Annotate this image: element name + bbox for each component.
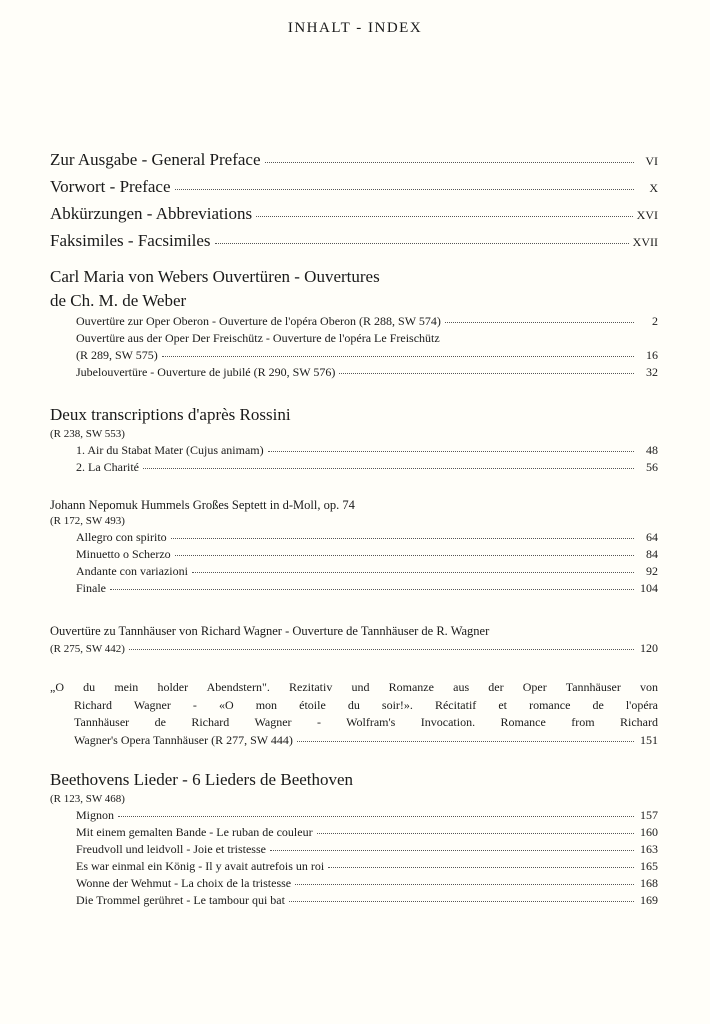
leader-dots (143, 458, 634, 469)
toc-entry: Wagner's Opera Tannhäuser (R 277, SW 444) 151 (74, 732, 658, 750)
section-rossini (50, 403, 658, 476)
section-beethoven (50, 768, 658, 909)
page-number: 48 (646, 443, 658, 457)
entry-line: Tannhäuser de Richard Wagner - Wolfram's Invocation. Romance from Richard (74, 715, 658, 729)
leader-dots (339, 363, 634, 374)
toc-entry-line: Ouvertüre aus der Oper Der Freischütz - Ouverture de l'opéra Le Freischütz (76, 331, 440, 345)
page-number: 32 (646, 365, 658, 379)
leader-dots (317, 823, 634, 834)
toc-entry: (R 289, SW 575) 16 (76, 348, 658, 362)
page-number: 163 (640, 842, 658, 856)
toc-entry: Es war einmal ein König - Il y avait autrefois un roi 165 (76, 859, 658, 873)
leader-dots (215, 229, 629, 244)
section-heading-cont: de Ch. M. de Weber (50, 291, 187, 310)
toc-entry: Minuetto o Scherzo 84 (76, 547, 658, 561)
section-weber (50, 265, 658, 381)
leader-dots (171, 528, 634, 539)
leader-dots (175, 545, 634, 556)
leader-dots (175, 175, 634, 190)
toc-entry: 2. La Charité 56 (76, 460, 658, 474)
page-number: X (649, 181, 658, 195)
section-hummel (50, 497, 658, 597)
toc-entry: Andante con variazioni 92 (76, 564, 658, 578)
page-number: 16 (646, 348, 658, 362)
page-number: 157 (640, 808, 658, 822)
page-number: 169 (640, 893, 658, 907)
leader-dots (256, 202, 633, 217)
leader-dots (265, 148, 634, 163)
toc-entry: (R 275, SW 442) 120 (50, 641, 658, 655)
leader-dots (192, 562, 634, 573)
leader-dots (129, 639, 634, 650)
page-number: 165 (640, 859, 658, 873)
toc-entry: Freudvoll und leidvoll - Joie et tristesse 163 (76, 842, 658, 856)
toc-entry: Jubelouvertüre - Ouverture de jubilé (R 290, SW 576) 32 (76, 365, 658, 379)
page-number: 56 (646, 460, 658, 474)
page-number: 2 (652, 314, 658, 328)
entry-line: „O du mein holder Abendstern". Rezitativ und Romanze aus der Oper Tannhäuser von (50, 680, 658, 694)
page-title: INHALT - INDEX (287, 20, 423, 36)
leader-dots (270, 840, 634, 851)
toc-entry: Vorwort - Preface X (50, 174, 658, 201)
section-heading: Deux transcriptions d'après Rossini (50, 405, 291, 424)
section-heading: Carl Maria von Webers Ouvertüren - Ouvertures (50, 267, 380, 286)
entry-line: Richard Wagner - «O mon étoile du soir!». Récitatif et romance de l'opéra (74, 697, 658, 712)
toc-entry: Mignon 157 (76, 808, 658, 822)
page-number: XVI (636, 208, 658, 222)
section-tannhauser (50, 623, 658, 657)
page-number: VI (645, 154, 658, 168)
toc-entry: Mit einem gemalten Bande - Le ruban de couleur 160 (76, 825, 658, 839)
page-number: 84 (646, 547, 658, 561)
section-heading: Ouvertüre zu Tannhäuser von Richard Wagner - Ouverture de Tannhäuser de R. Wagner (50, 624, 490, 638)
front-matter-list (50, 147, 658, 255)
leader-dots (268, 441, 634, 452)
leader-dots (295, 874, 634, 885)
page-number: 160 (640, 825, 658, 839)
leader-dots (297, 731, 634, 742)
section-abendstern (50, 679, 658, 749)
catalog-ref: (R 238, SW 553) (50, 428, 125, 440)
catalog-ref: (R 123, SW 468) (50, 793, 125, 805)
page-number: 168 (640, 876, 658, 890)
toc-entry: Ouvertüre zur Oper Oberon - Ouverture de l'opéra Oberon (R 288, SW 574) 2 (76, 314, 658, 328)
toc-entry: Allegro con spirito 64 (76, 530, 658, 544)
page-number: XVII (632, 235, 658, 249)
toc-entry: Zur Ausgabe - General Preface VI (50, 147, 658, 174)
page-number: 104 (640, 581, 658, 595)
leader-dots (289, 891, 634, 902)
toc-entry: Finale 104 (76, 581, 658, 595)
leader-dots (445, 312, 634, 323)
page-number: 92 (646, 564, 658, 578)
toc-entry: Abkürzungen - Abbreviations XVI (50, 201, 658, 228)
leader-dots (328, 857, 634, 868)
page-number: 64 (646, 530, 658, 544)
page-number: 120 (640, 641, 658, 655)
toc-entry: 1. Air du Stabat Mater (Cujus animam) 48 (76, 443, 658, 457)
toc-entry: Faksimiles - Facsimiles XVII (50, 228, 658, 255)
leader-dots (110, 579, 634, 590)
leader-dots (118, 806, 634, 817)
catalog-ref: (R 172, SW 493) (50, 515, 125, 527)
page-number: 151 (640, 732, 658, 747)
leader-dots (162, 346, 634, 357)
toc-entry: Wonne der Wehmut - La choix de la tristesse 168 (76, 876, 658, 890)
toc-entry: Die Trommel gerühret - Le tambour qui bat 169 (76, 893, 658, 907)
section-heading: Johann Nepomuk Hummels Großes Septett in d-Moll, op. 74 (50, 498, 355, 512)
section-heading: Beethovens Lieder - 6 Lieders de Beethoven (50, 770, 354, 789)
